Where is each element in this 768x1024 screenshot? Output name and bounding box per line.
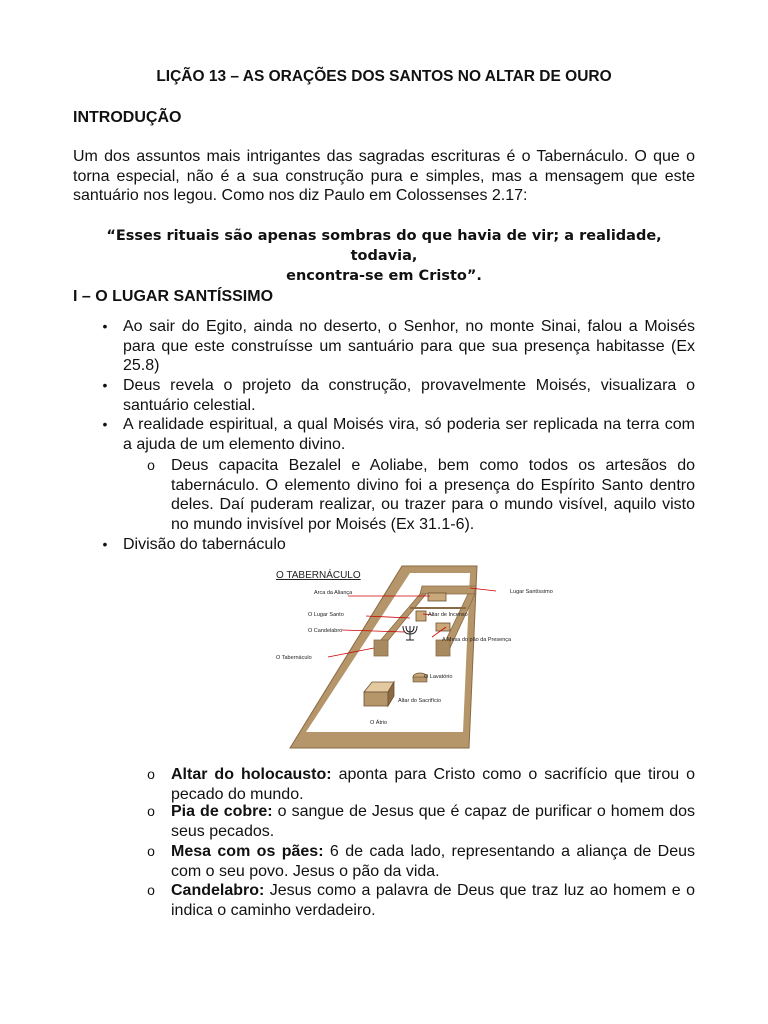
label-holy-of-holies: Lugar Santíssimo (510, 589, 553, 595)
bullet-marker: • (102, 318, 108, 334)
label-candelabra: O Candelabro (308, 628, 343, 634)
sub-list-item: Deus capacita Bezalel e Aoliabe, bem como todos os artesãos do tabernáculo. O elemento divino foi a presença do Espírito Santo dentro deles. Daí puderam realizar, ou trazer para o mundo visível, aquilo visto no mundo invisível por Moisés (Ex 31.1-6). (171, 457, 695, 533)
intro-paragraph: Um dos assuntos mais intrigantes das sagradas escrituras é o Tabernáculo. O que o torna especial, não é a sua construção pura e simples, mas a mensagem que este santuário nos legou. Como nos diz Paulo em Colossenses 2.17: (73, 148, 695, 204)
tent-front-left (374, 640, 388, 656)
sub-bullet-marker: o (147, 803, 155, 819)
intro-heading: INTRODUÇÃO (73, 109, 182, 126)
sacrifice-altar-side (364, 692, 388, 706)
item-term: Mesa com os pães: (171, 843, 324, 860)
diagram-title: O TABERNÁCULO (276, 570, 361, 581)
item-text: aponta para Cristo como o sacrifício que tirou o pecado do mundo. (171, 766, 695, 803)
label-altar-of-sacrifice: Altar do Sacrifício (398, 698, 442, 704)
section-1-heading: I – O LUGAR SANTÍSSIMO (73, 288, 274, 305)
sub-bullet-marker: o (147, 843, 155, 859)
bullet-marker: • (102, 416, 108, 432)
sub-list-item (171, 765, 695, 804)
sub-list-item (171, 802, 695, 841)
item-term: Altar do holocausto: (171, 766, 332, 783)
tabernacle-diagram (270, 560, 582, 752)
list-item: Deus revela o projeto da construção, provavelmente Moisés, visualizara o santuário celestial. (123, 377, 695, 414)
shewbread-table (436, 623, 450, 631)
item-text: 6 de cada lado, representando a aliança de Deus com o seu povo. Jesus o pão da vida. (171, 843, 696, 880)
label-tabernacle: O Tabernáculo (276, 655, 312, 661)
label-court: O Átrio (370, 720, 388, 726)
label-altar-of-incense: Altar de Incenso (428, 612, 468, 618)
item-text: o sangue de Jesus que é capaz de purificar o homem dos seus pecados. (171, 803, 695, 840)
sub-bullet-marker: o (147, 457, 155, 473)
quote-line-1: “Esses rituais são apenas sombras do que havia de vir; a realidade, todavia, (106, 228, 662, 264)
sub-bullet-marker: o (147, 882, 155, 898)
sub-list-item (171, 842, 695, 881)
altar-of-incense-box (416, 611, 426, 621)
label-holy-place: O Lugar Santo (308, 612, 344, 618)
sub-bullet-marker: o (147, 766, 155, 782)
sub-list-item (171, 881, 695, 920)
item-term: Candelabro: (171, 882, 265, 899)
label-laver: O Lavatório (424, 674, 453, 680)
item-text: Jesus como a palavra de Deus que traz luz ao homem e o indica o caminho verdadeiro. (171, 882, 695, 919)
list-item: A realidade espiritual, a qual Moisés vira, só poderia ser replicada na terra com a ajuda de um elemento divino. (123, 416, 695, 453)
scripture-quote (73, 226, 695, 286)
item-term: Pia de cobre: (171, 803, 273, 820)
quote-line-2: encontra-se em Cristo”. (286, 268, 482, 284)
label-shewbread-table: A Mesa do pão da Presença (442, 637, 512, 643)
ark-of-covenant (428, 593, 446, 601)
lesson-title: LIÇÃO 13 – AS ORAÇÕES DOS SANTOS NO ALTAR DE OURO (156, 68, 612, 85)
list-item: Ao sair do Egito, ainda no deserto, o Senhor, no monte Sinai, falou a Moisés para que este construísse um santuário para que sua presença habitasse (Ex 25.8) (123, 318, 695, 374)
list-item: Divisão do tabernáculo (123, 536, 286, 553)
bullet-marker: • (102, 377, 108, 393)
label-ark: Arca da Aliança (314, 590, 353, 596)
bullet-marker: • (102, 536, 108, 552)
